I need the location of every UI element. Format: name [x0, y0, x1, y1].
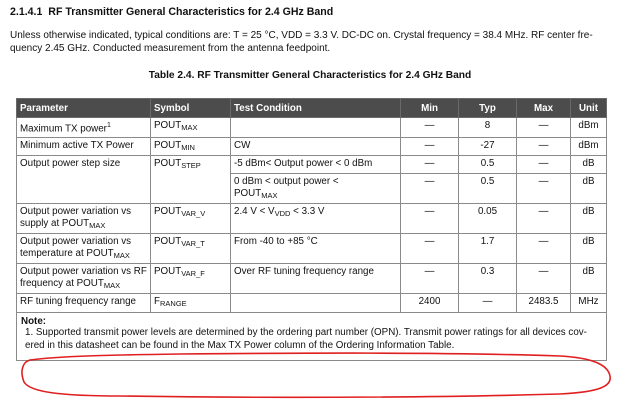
max-cell: — — [517, 204, 571, 234]
typ-cell: 8 — [459, 118, 517, 138]
footnote-marker: 1 — [106, 122, 111, 129]
typ-cell: 0.05 — [459, 204, 517, 234]
condition-cell: From -40 to +85 °C — [231, 234, 401, 264]
parameter-cell: Maximum TX power$^1$ — [17, 118, 151, 138]
note-text — [21, 327, 602, 352]
typ-cell: -27 — [459, 137, 517, 156]
min-cell: — — [401, 156, 459, 174]
header-typ: Typ — [459, 99, 517, 118]
typ-cell: 0.5 — [459, 156, 517, 174]
parameter-cell: Minimum active TX Power — [17, 137, 151, 156]
parameter-cell: Output power variation vs temperature at $POUT_{MAX}$ — [17, 234, 151, 264]
symbol-cell: $POUT_{MAX}$ — [151, 118, 231, 138]
parameter-cell: Output power variation vs RF frequency at $POUT_{MAX}$ — [17, 264, 151, 294]
rf-characteristics-table — [16, 98, 607, 361]
table-row — [17, 294, 607, 313]
unit-cell: dB — [571, 156, 607, 174]
table-row — [17, 264, 607, 294]
intro-line-2: quency 2.45 GHz. Conducted measurement from the antenna feedpoint. — [10, 42, 331, 54]
header-symbol: Symbol — [151, 99, 231, 118]
min-cell: — — [401, 204, 459, 234]
section-number: 2.1.4.1 — [10, 6, 43, 18]
max-cell: — — [517, 118, 571, 138]
condition-cell — [231, 118, 401, 138]
unit-cell: dB — [571, 174, 607, 204]
header-unit: Unit — [571, 99, 607, 118]
section-title: RF Transmitter General Characteristics for 2.4 GHz Band — [48, 6, 334, 18]
unit-cell: dB — [571, 264, 607, 294]
min-cell: — — [401, 264, 459, 294]
table-row — [17, 234, 607, 264]
header-min: Min — [401, 99, 459, 118]
note-cell — [17, 312, 607, 360]
min-cell: — — [401, 234, 459, 264]
table-row — [17, 156, 607, 174]
parameter-cell: Output power step size — [17, 156, 151, 204]
header-parameter: Parameter — [17, 99, 151, 118]
max-cell: — — [517, 264, 571, 294]
header-max: Max — [517, 99, 571, 118]
unit-cell: dB — [571, 204, 607, 234]
condition-cell: 2.4 $V < V_{VDD} < 3.3$ V — [231, 204, 401, 234]
typ-cell: — — [459, 294, 517, 313]
max-cell: 2483.5 — [517, 294, 571, 313]
typ-cell: 0.3 — [459, 264, 517, 294]
unit-cell: dBm — [571, 118, 607, 138]
condition-cell: CW — [231, 137, 401, 156]
symbol-cell: $POUT_{VAR\_V}$ — [151, 204, 231, 234]
max-cell: — — [517, 234, 571, 264]
condition-cell: Over RF tuning frequency range — [231, 264, 401, 294]
section-heading — [10, 6, 333, 18]
note-line-1: 1. Supported transmit power levels are determined by the ordering part number (OPN). Transmit power ratings for all devices cov- — [25, 327, 587, 339]
min-cell: — — [401, 118, 459, 138]
symbol-cell: $F_{RANGE}$ — [151, 294, 231, 313]
condition-cell — [231, 294, 401, 313]
note-row — [17, 312, 607, 360]
max-cell: — — [517, 137, 571, 156]
max-cell: — — [517, 156, 571, 174]
unit-cell: MHz — [571, 294, 607, 313]
table-row — [17, 118, 607, 138]
parameter-cell: Output power variation vs supply at $POUT_{MAX}$ — [17, 204, 151, 234]
condition-cell: 0 dBm < output power < $POUT_{MAX}$ — [231, 174, 401, 204]
parameter-cell: RF tuning frequency range — [17, 294, 151, 313]
note-label: Note: — [21, 315, 47, 327]
unit-cell: dB — [571, 234, 607, 264]
min-cell: — — [401, 174, 459, 204]
condition-cell: -5 dBm< Output power < 0 dBm — [231, 156, 401, 174]
max-cell: — — [517, 174, 571, 204]
symbol-cell: $POUT_{VAR\_F}$ — [151, 264, 231, 294]
table-header-row — [17, 99, 607, 118]
table-row — [17, 204, 607, 234]
min-cell: — — [401, 137, 459, 156]
typ-cell: 1.7 — [459, 234, 517, 264]
header-test-condition: Test Condition — [231, 99, 401, 118]
symbol-cell: $POUT_{MIN}$ — [151, 137, 231, 156]
table-caption: Table 2.4. RF Transmitter General Characteristics for 2.4 GHz Band — [148, 70, 472, 81]
note-line-2: ered in this datasheet can be found in the Max TX Power column of the Ordering Information Table. — [25, 339, 455, 351]
typ-cell: 0.5 — [459, 174, 517, 204]
unit-cell: dBm — [571, 137, 607, 156]
intro-paragraph — [10, 30, 610, 55]
table-row — [17, 137, 607, 156]
min-cell: 2400 — [401, 294, 459, 313]
symbol-cell: $POUT_{STEP}$ — [151, 156, 231, 204]
symbol-cell: $POUT_{VAR\_T}$ — [151, 234, 231, 264]
intro-line-1: Unless otherwise indicated, typical conditions are: T = 25 °C, VDD = 3.3 V. DC-DC on. Crystal frequency = 38.4 MHz. RF center fre- — [10, 30, 593, 41]
